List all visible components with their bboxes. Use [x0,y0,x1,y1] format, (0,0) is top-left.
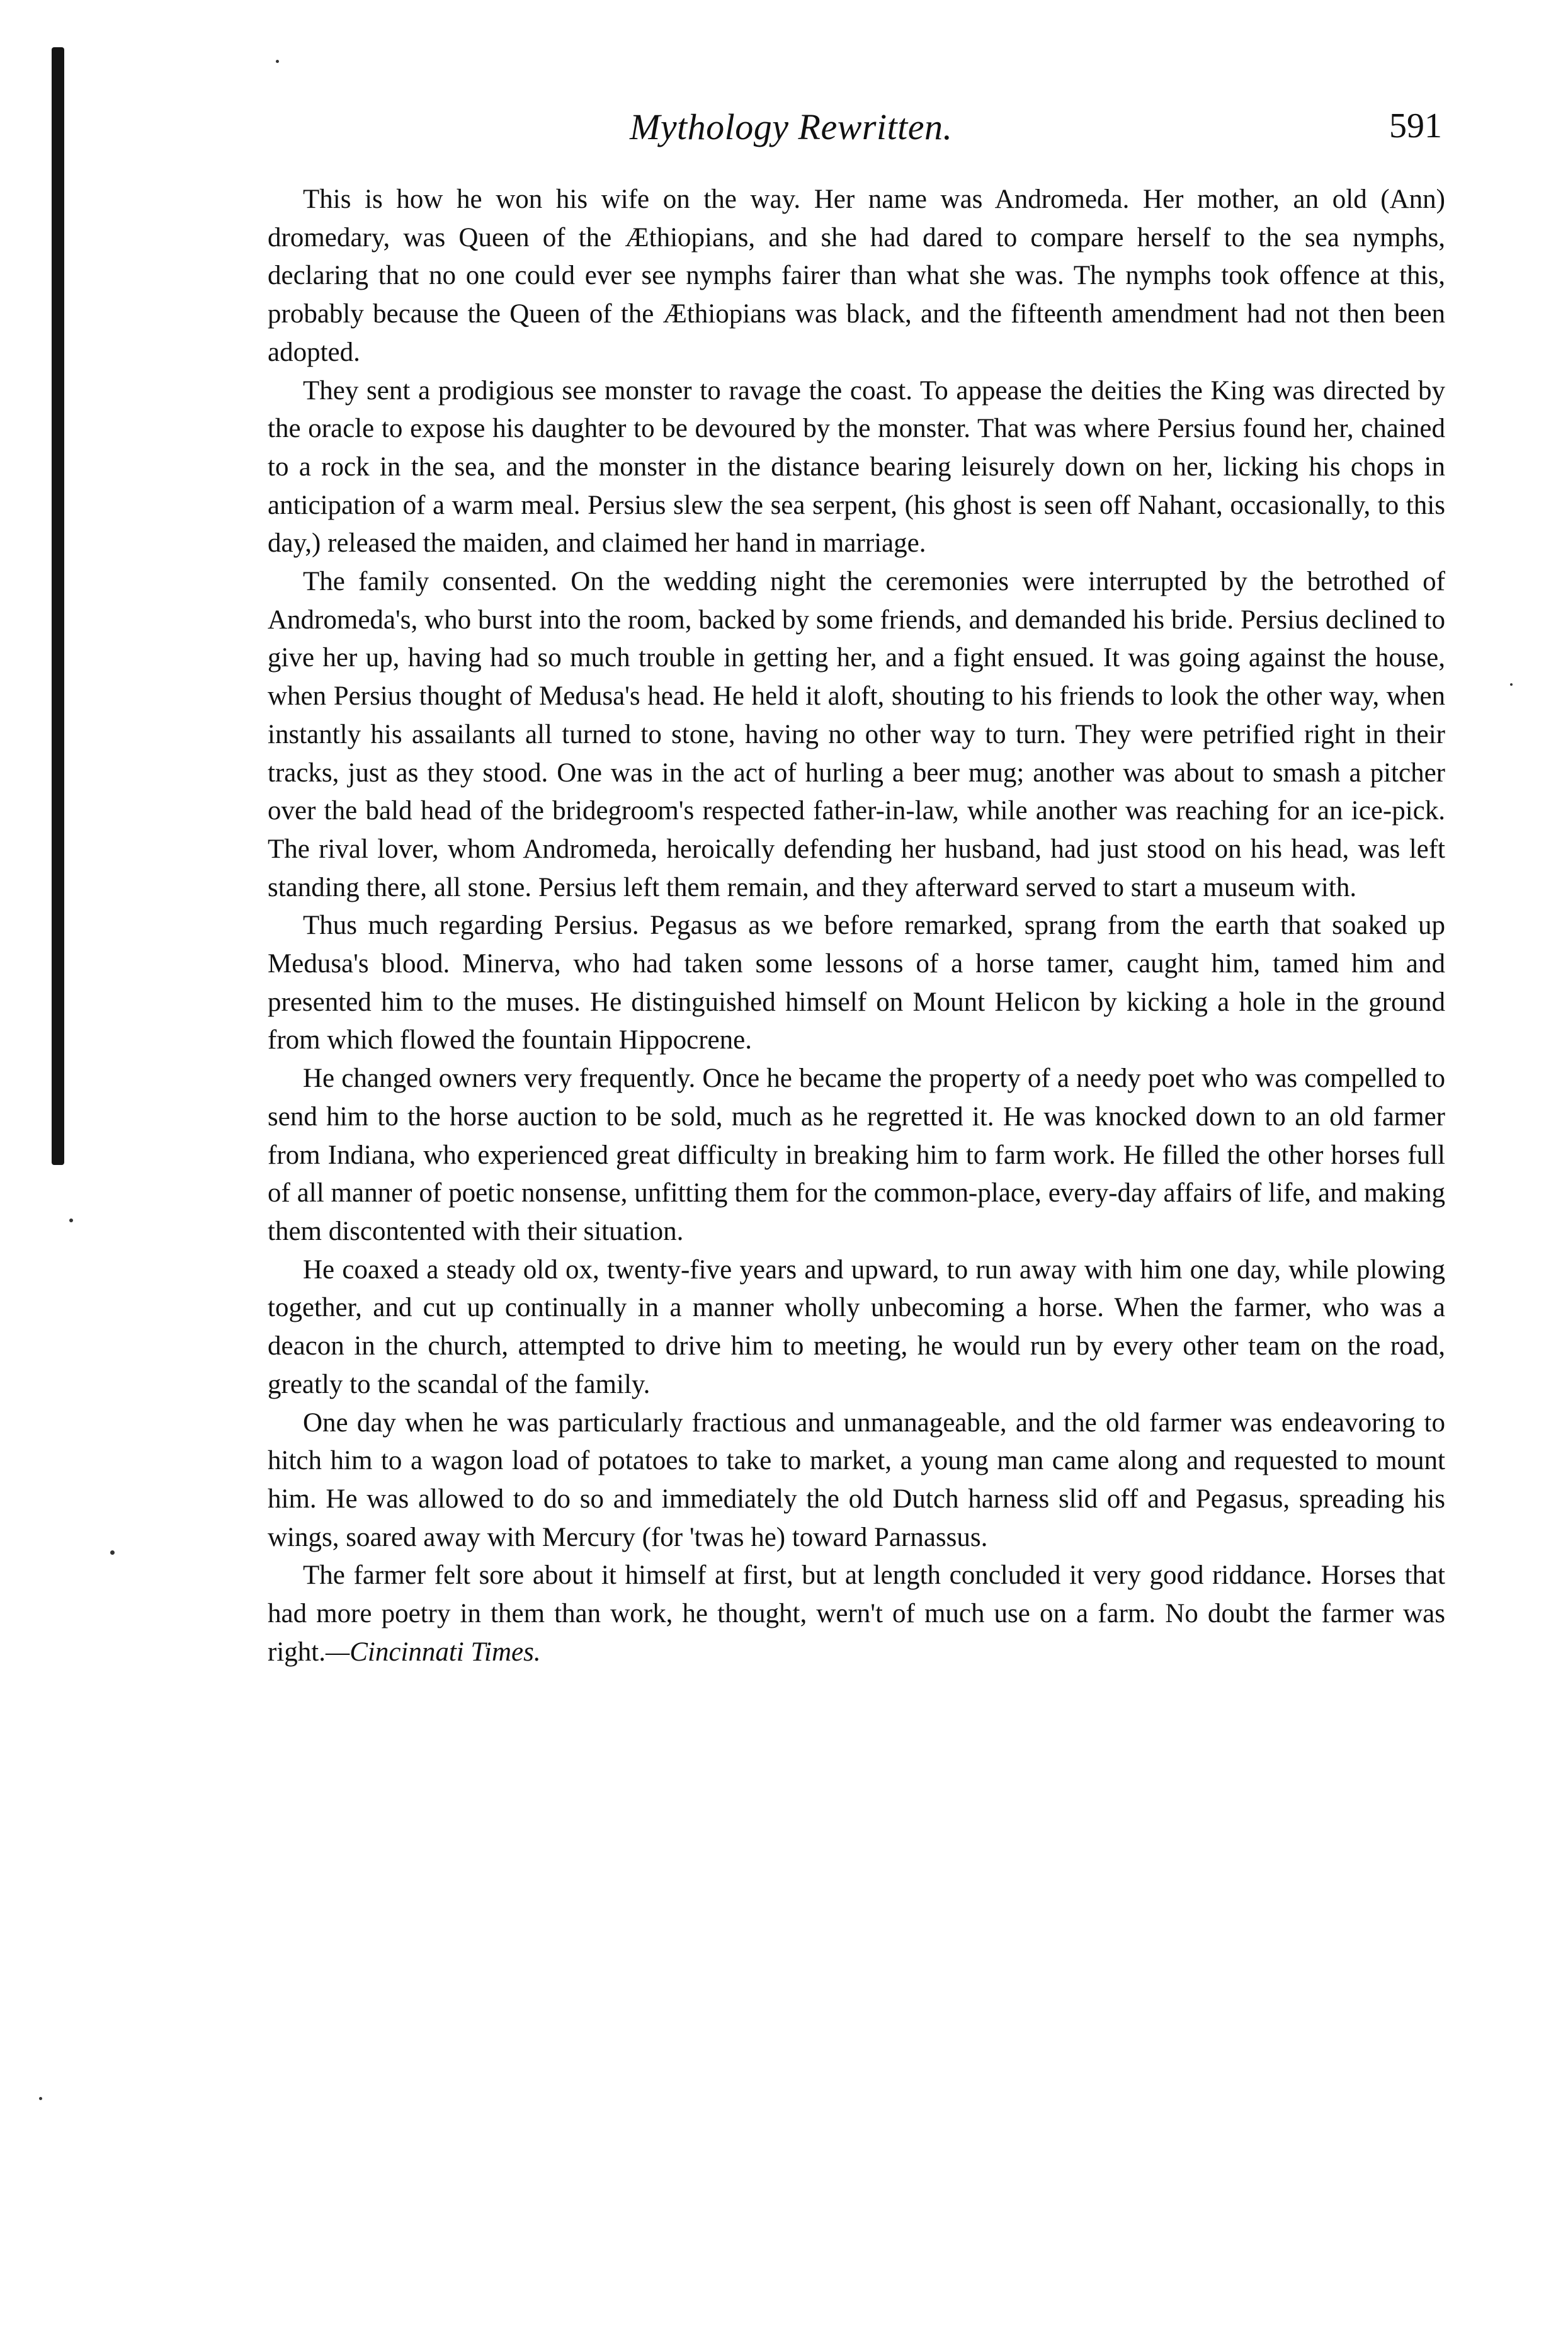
article-body [268,181,1445,1671]
binding-edge-rule [52,47,64,1165]
paragraph-6: He coaxed a steady old ox, twenty-five years and upward, to run away with him one day, while plowing together, and cut up continually in a manner wholly unbecoming a horse. When the farmer, who was a deacon in the church, attempted to drive him to meeting, he would run by every other team on the road, greatly to the scandal of the family. [268,1254,1445,1399]
running-title: Mythology Rewritten. [630,106,953,147]
page-number: 591 [1389,106,1442,145]
paragraph-8 [268,1557,1445,1671]
ink-speck [110,1550,115,1555]
ink-speck [1510,683,1513,686]
paragraph-1: This is how he won his wife on the way. Her name was Andromeda. Her mother, an old (Ann) dromedary, was Queen of the Æthiopians, and she had dared to compare herself to the sea nymphs, declaring that no one could ever see nymphs fairer than what she was. The nymphs took offence at this, probably because the Queen of the Æthiopians was black, and the fifteenth amendment had not then been adopted. [268,185,1445,367]
paragraph-2: They sent a prodigious see monster to ravage the coast. To appease the deities the King was directed by the oracle to expose his daughter to be devoured by the monster. That was where Persius found her, chained to a rock in the sea, and the monster in the distance bearing leisurely down on her, licking his chops in anticipation of a warm meal. Persius slew the sea serpent, (his ghost is seen off Nahant, occasionally, to this day,) released the maiden, and claimed her hand in marriage. [268,375,1445,559]
paragraph-3: The family consented. On the wedding night the ceremonies were interrupted by the betrothed of Andromeda's, who burst into the room, backed by some friends, and demanded his bride. Persius declined to give her up, having had so much trouble in getting her, and a fight ensued. It was going against the house, when Persius thought of Medusa's head. He held it aloft, shouting to his friends to look the other way, when instantly his assailants all turned to stone, having no other way to turn. They were petrified right in their tracks, just as they stood. One was in the act of hurling a beer mug; another was about to smash a pitcher over the bald head of the bridegroom's respected father-in-law, while another was reaching for an ice-pick. The rival lover, whom Andromeda, heroically defending her husband, had just stood on his head, was left standing there, all stone. Persius left them remain, and they afterward served to start a museum with. [268,567,1445,902]
paragraph-5: He changed owners very frequently. Once he became the property of a needy poet who was compelled to send him to the horse auction to be sold, much as he regretted it. He was knocked down to an old farmer from Indiana, who experienced great difficulty in breaking him to farm work. He filled the other horses full of all manner of poetic nonsense, unfitting them for the common-place, every-day affairs of life, and making them discontented with their situation. [268,1064,1445,1246]
attribution: —Cincinnati Times. [325,1637,541,1667]
paragraph-4: Thus much regarding Persius. Pegasus as we before remarked, sprang from the earth that soaked up Medusa's blood. Minerva, who had taken some lessons of a horse tamer, caught him, tamed him and presented him to the muses. He distinguished himself on Mount Helicon by kicking a hole in the ground from which flowed the fountain Hippocrene. [268,911,1445,1055]
ink-speck [69,1219,73,1222]
final-paragraph-text: The farmer felt sore about it himself at first, but at length concluded it very good riddance. Horses that had more poetry in them than work, he thought, wern't of much use on a farm. No doubt the farmer was right. [268,1560,1445,1667]
ink-speck [39,2097,42,2100]
paragraph-7: One day when he was particularly fractious and unmanageable, and the old farmer was endeavoring to hitch him to a wagon load of potatoes to take to market, a young man came along and requested to mount him. He was allowed to do so and immediately the old Dutch harness slid off and Pegasus, spreading his wings, soared away with Mercury (for 'twas he) toward Parnassus. [268,1407,1445,1552]
ink-speck [276,60,279,63]
page-header [630,106,1442,156]
